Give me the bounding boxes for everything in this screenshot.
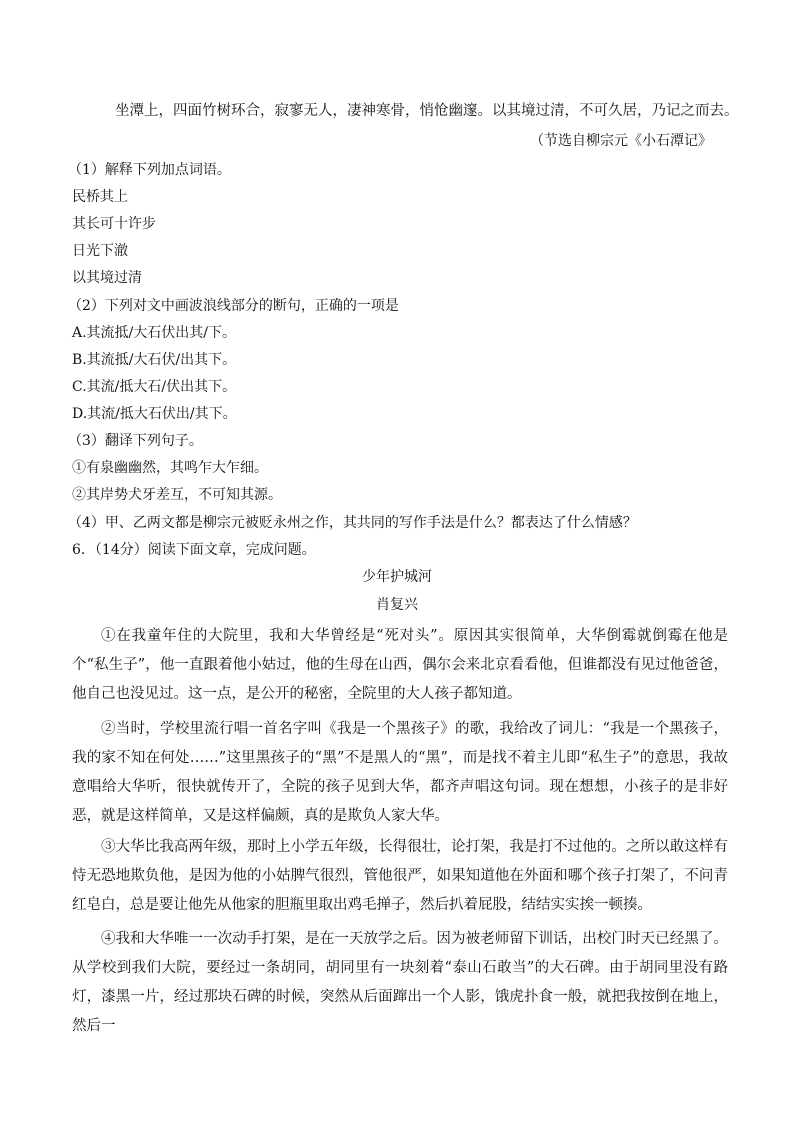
q3-item: ①有泉幽幽然，其鸣乍大乍细。: [72, 460, 268, 476]
q3-item: ②其岸势犬牙差互，不可知其源。: [72, 487, 282, 503]
article-paragraph: ②当时，学校里流行唱一首名字叫《我是一个黑孩子》的歌，我给改了词儿：“我是一个黑孩子，我的家不知在何处……”这里黑孩子的“黑”不是黑人的“黑”，而是找不着主儿即“私生子”的意思，我故意唱给大华听，很快就传开了，全院的孩子见到大华，都齐声唱这句词。现在想想，小孩子的是非好恶，就是这样简单，又是这样偏颇，真的是欺负人家大华。: [72, 721, 728, 824]
q2-prompt: （2）下列对文中画波浪线部分的断句，正确的一项是: [68, 298, 399, 314]
q1-prompt: （1）解释下列加点词语。: [68, 162, 231, 178]
q6-prompt: 6．（14分）阅读下面文章，完成问题。: [72, 542, 316, 558]
q2-option-b: B.其流抵/大石伏/出其下。: [72, 352, 237, 368]
passage-last-line: 坐潭上，四面竹树环合，寂寥无人，凄神寒骨，悄怆幽邃。以其境过清，不可久居，乃记之而去。: [115, 103, 739, 119]
q4-prompt: （4）甲、乙两文都是柳宗元被贬永州之作，其共同的写作手法是什么？都表达了什么情感？: [68, 515, 637, 531]
q2-option-c: C.其流/抵大石/伏出其下。: [72, 379, 237, 395]
q2-option-a: A.其流抵/大石伏出其/下。: [72, 325, 236, 341]
q1-item: 民桥其上: [72, 189, 128, 205]
article-author: 肖复兴: [376, 597, 418, 613]
article-paragraph: ①在我童年住的大院里，我和大华曾经是“死对头”。原因其实很简单，大华倒霉就倒霉在他是个“私生子”，他一直跟着他小姑过，他的生母在山西，偶尔会来北京看看他，但谁都没有见过他爸爸，他自己也没见过。这一点，是公开的秘密，全院里的大人孩子都知道。: [72, 628, 728, 702]
q1-item: 其长可十许步: [72, 216, 156, 232]
q1-item: 日光下澈: [72, 243, 128, 259]
q3-prompt: （3）翻译下列句子。: [68, 433, 203, 449]
article-paragraph: ③大华比我高两年级，那时上小学五年级，长得很壮，论打架，我是打不过他的。之所以敢这样有恃无恐地欺负他，是因为他的小姑脾气很烈，管他很严，如果知道他在外面和哪个孩子打架了，不问青红皂白，总是要让他先从他家的胆瓶里取出鸡毛掸子，然后扒着屁股，结结实实挨一顿揍。: [72, 839, 728, 913]
passage-source: （节选自柳宗元《小石潭记》: [530, 133, 712, 149]
q1-item: 以其境过清: [72, 270, 142, 286]
article-title: 少年护城河: [362, 569, 432, 585]
article-paragraph: ④我和大华唯一一次动手打架，是在一天放学之后。因为被老师留下训话，出校门时天已经黑了。从学校到我们大院，要经过一条胡同，胡同里有一块刻着“泰山石敢当”的大石碑。由于胡同里没有路灯，漆黑一片，经过那块石碑的时候，突然从后面蹿出一个人影，饿虎扑食一般，就把我按倒在地上，然后一: [72, 931, 728, 1034]
q2-option-d: D.其流/抵大石伏出/其下。: [72, 406, 237, 422]
